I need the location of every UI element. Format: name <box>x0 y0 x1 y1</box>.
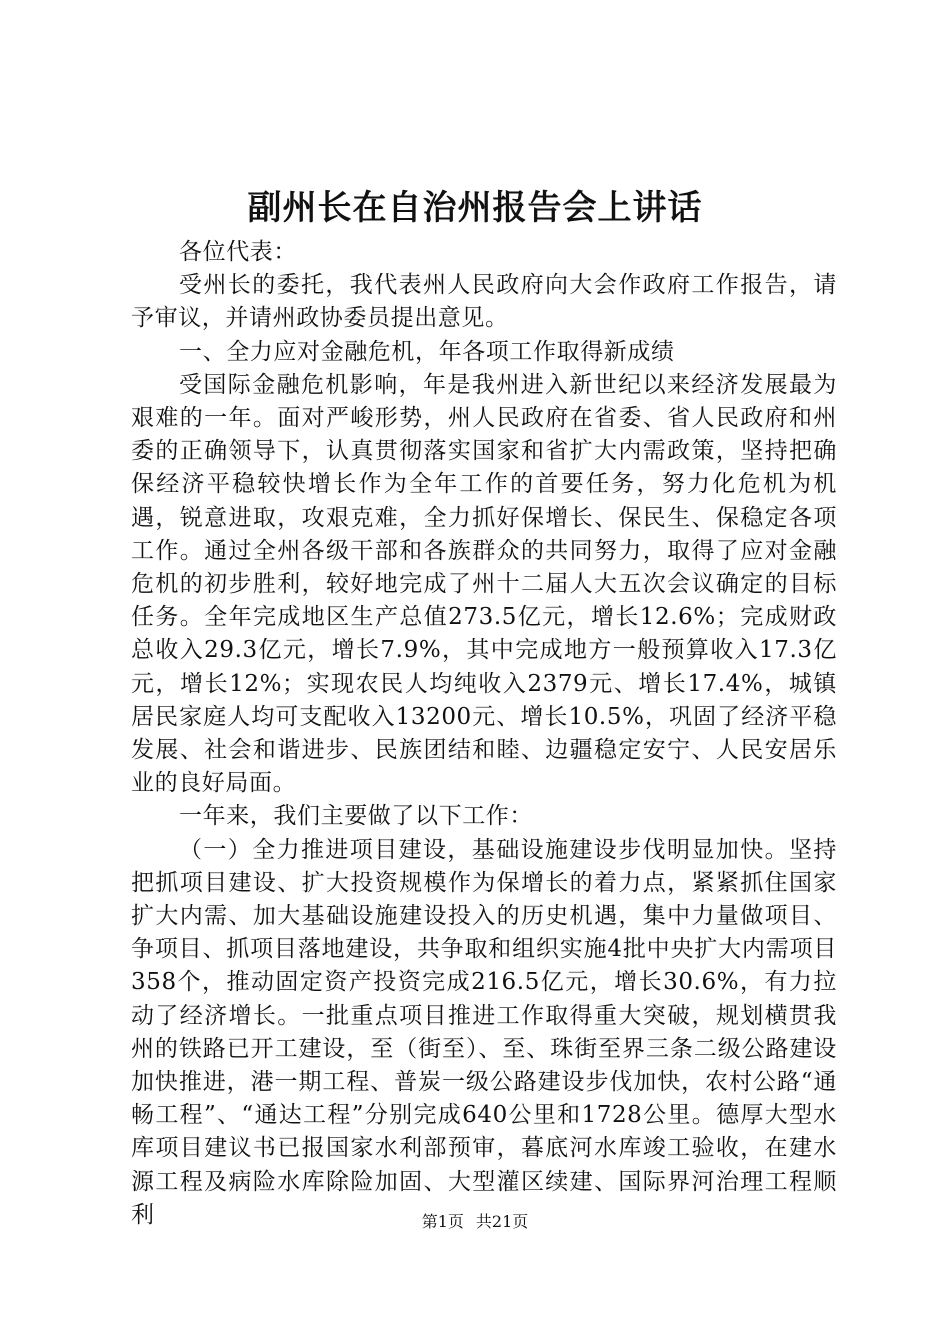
document-title: 副州长在自治州报告会上讲话 <box>247 188 703 228</box>
work-intro-paragraph: 一年来，我们主要做了以下工作： <box>179 803 533 830</box>
intro-paragraph: 受州长的委托，我代表州人民政府向大会作政府工作报告，请予审议，并请州政协委员提出意见。 <box>131 272 837 332</box>
page-footer <box>0 1210 950 1234</box>
page-total: 共21页 <box>475 1212 529 1231</box>
salutation-paragraph: 各位代表： <box>179 239 297 265</box>
page-number: 第1页 <box>421 1212 464 1231</box>
project-paragraph: （一）全力推进项目建设，基础设施建设步伐明显加快。坚持把抓项目建设、扩大投资规模作为保增长的着力点，紧紧抓住国家扩大内需、加大基础设施建设投入的历史机遇，集中力量做项目、争项目、抓项目落地建设，共争取和组织实施4批中央扩大内需项目358个，推动固定资产投资完成216.5亿元，增长30.6%，有力拉动了经济增长。一批重点项目推进工作取得重大突破，规划横贯我州的铁路已开工建设，至（街至）、至、珠街至界三条二级公路建设加快推进，港一期工程、普炭一级公路建设步伐加快，农村公路“通畅工程”、“通达工程”分别完成640公里和1728公里。德厚大型水库项目建议书已报国家水利部预审，暮底河水库竣工验收，在建水源工程及病险水库除险加固、大型灌区续建、国际界河治理工程顺利 <box>131 836 837 1228</box>
document-body <box>131 236 837 1232</box>
summary-paragraph: 受国际金融危机影响，年是我州进入新世纪以来经济发展最为艰难的一年。面对严峻形势，州人民政府在省委、省人民政府和州委的正确领导下，认真贯彻落实国家和省扩大内需政策，坚持把确保经济平稳较快增长作为全年工作的首要任务，努力化危机为机遇，锐意进取，攻艰克难，全力抓好保增长、保民生、保稳定各项工作。通过全州各级干部和各族群众的共同努力，取得了应对金融危机的初步胜利，较好地完成了州十二届人大五次会议确定的目标任务。全年完成地区生产总值273.5亿元，增长12.6%；完成财政总收入29.3亿元，增长7.9%，其中完成地方一般预算收入17.3亿元，增长12%；实现农民人均纯收入2379元、增长17.4%，城镇居民家庭人均可支配收入13200元、增长10.5%，巩固了经济平稳发展、社会和谐进步、民族团结和睦、边疆稳定安宁、人民安居乐业的良好局面。 <box>131 371 837 797</box>
section-heading: 一、全力应对金融危机，年各项工作取得新成绩 <box>179 338 675 365</box>
